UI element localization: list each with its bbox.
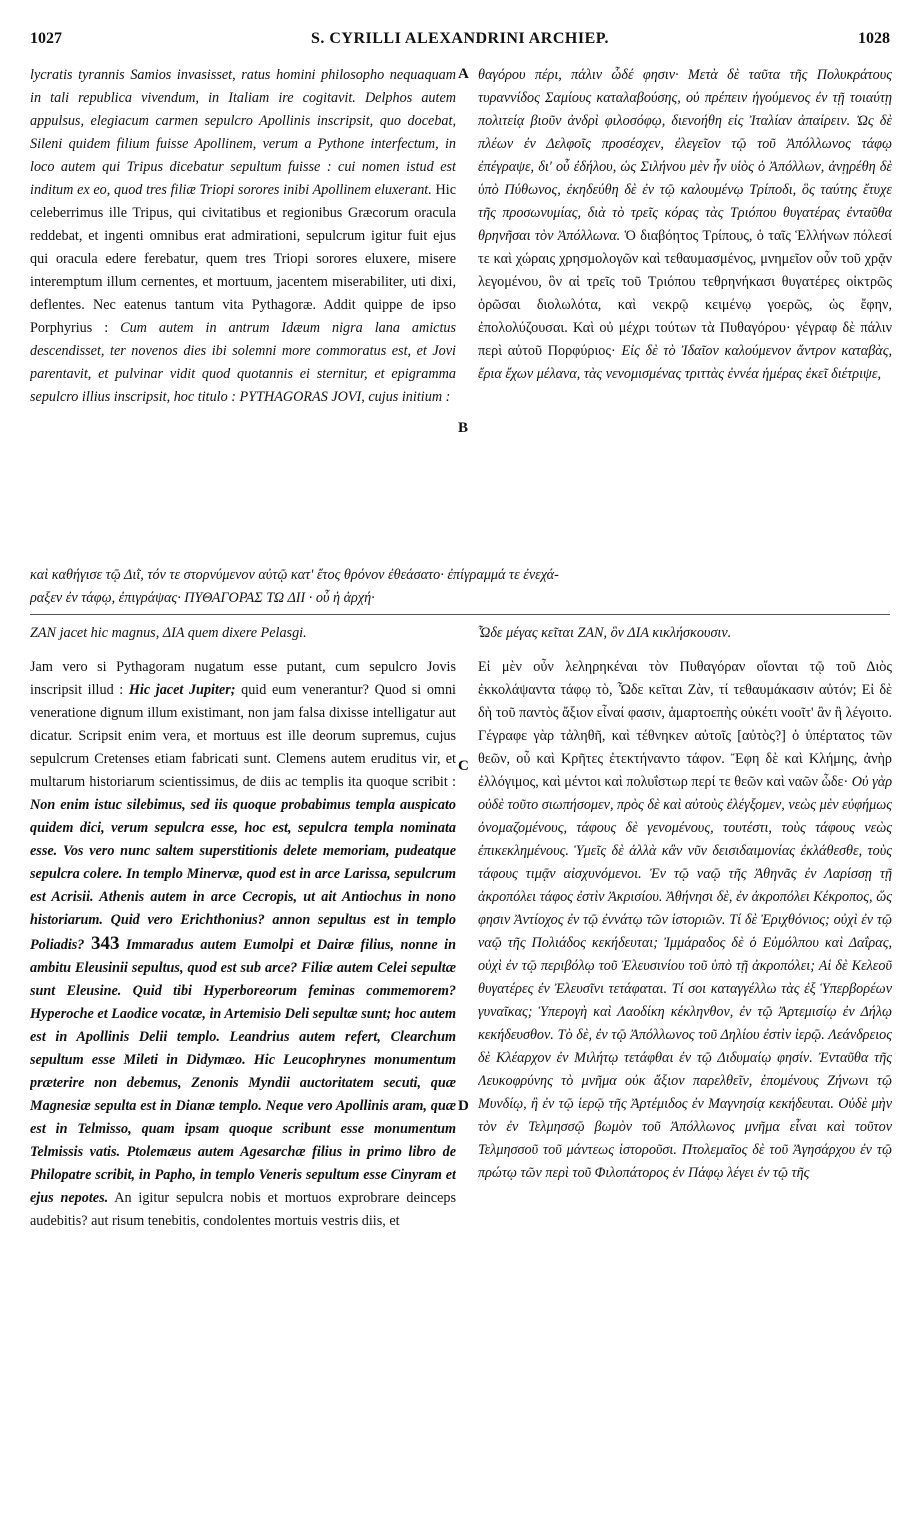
latin-column-lower [30, 656, 456, 1516]
latin-column-upper [30, 64, 456, 561]
greek-roman-passage: Ὁ διαβόητος Τρίπους, ὁ ταῖς Ἑλλήνων πόλεσί τε καὶ χώραις χρησμολογῶν καὶ τεθαυμασμένος, μνημεῖον οὖν τοῦ χρᾷν λεγομένου, ὃν αἱ τρεῖς τοῦ Τριόπου τεθρηνήκασι θυγατέρες οἰκτρῶς ὁρῶσαι διολωλότα, καὶ νεκρῷ κειμένῳ γοερῶς, ὡς ἔφην, ἐπολολύζουσαι. Καὶ οὐ μέχρι τούτων τὰ Πυθαγόρου· γέγραφ δὲ πάλιν περὶ αὐτοῦ Πορφύριος· [478, 228, 892, 359]
margin-letter-b: B [458, 420, 469, 436]
latin-lower-roman-3: An igitur sepulcra nobis et mortuos exprobrare deinceps audebitis? aut risum tenebitis, condolentes mortuis vestris diis, et [30, 1190, 456, 1229]
clement-quote: Non enim istuc silebimus, sed iis quoque probabimus templa auspicato quidem dici, verum sepulcra esse, hoc est, sepulcra templa nominata esse. Vos vero nunc saltem superstitionis delete memoriam, pudeatque sepulcra colere. In templo Minervæ, quod est in arce Larissa, sepulcrum est Acrisii. Athenis autem in arce Cecropis, ut ait Antiochus in nono historiarum. Quid vero Erichthonius? annon sepultus est in templo Poliadis? [30, 797, 456, 953]
section-divider [30, 614, 890, 615]
running-title: S. CYRILLI ALEXANDRINI ARCHIEP. [310, 30, 610, 47]
greek-lower-roman-1: Εἰ μὲν οὖν λεληρηκέναι τὸν Πυθαγόραν οἴονται τῷ τοῦ Διὸς ἐκκολάψαντα τάφῳ τὸ, Ὧδε κεῖται Ζὰν, τί τεθαυμάκασιν αὐτόν; Εἰ δὲ δὴ τοῦ παντὸς ἄξιον εἶναί φασιν, ἁμαρτοεπὴς οὐκέτι νοοῖτ' ἂν ἢ λέγοιτο. Γέγραφε γὰρ τἀληθῆ, καὶ τέθνηκεν αὐτοῖς [αὐτὸς?] ὁ ὑπέρτατος τῶν θεῶν, οὗ καὶ Κρῆτες ἐτεκτήναντο τάφον. Ἔφη δὲ καὶ Κλήμης, ἀνὴρ ἐλλόγιμος, καὶ μέντοι καὶ πολυΐστωρ περί τε θεῶν καὶ ναῶν ὧδε· [478, 659, 892, 790]
latin-italic-passage: lycratis tyrannis Samios invasisset, ratus homini philosopho nequaquam in tali republica vivendum, in Italiam ire cogitavit. Delphos autem appulsus, elegiacum carmen sepulcro Apollinis inscripsit, quo docebat, Sileni quidem filium fuisse Apollinem, verum a Pythone interfectum, in loco autem qui Tripus dicebatur sepultum fuisse : cui nomen istud est inditum ex eo, quod tres filiæ Triopi sorores inibi Apollinem eluxerant. [30, 67, 456, 198]
greek-porphyry-quote: Εἰς δὲ τὸ Ἰδαῖον καλούμενον ἄντρον καταβὰς, ἔρια ἔχων μέλανα, τὰς νενομισμένας τριττὰς ἐννέα ἡμέρας ἐκεῖ διέτριψε, [478, 343, 892, 382]
spanning-greek-line-1: καὶ καθήγισε τῷ Διῒ, τόν τε στορνύμενον αὐτῷ κατ' ἔτος θρόνον ἐθεάσατο· ἐπίγραμμά τε ἐνεχά- [30, 567, 559, 583]
left-page-number: 1027 [30, 30, 62, 47]
margin-letter-c: C [458, 758, 469, 774]
margin-letter-d: D [458, 1098, 469, 1114]
margin-letter-a: A [458, 66, 469, 82]
greek-verse: Ὧδε μέγας κεῖται ΖΑΝ, ὃν ΔΙΑ κικλήσκουσιν. [478, 625, 732, 641]
greek-clement-quote: Οὐ γὰρ οὐδὲ τοῦτο σιωπήσομεν, πρὸς δὲ καὶ αὐτοὺς ἐλέγξομεν, νεὼς μὲν εὐφήμως ὀνομαζομένους, τάφους δὲ γενομένους, τουτέστι, τοὺς τάφους νεὼς ἐπικεκλημένους. Ὑμεῖς δὲ ἀλλὰ κἂν νῦν δεισιδαιμονίας ἐκλάθεσθε, τοὺς τάφους τιμᾷν αἰσχυνόμενοι. Ἐν τῷ ναῷ τῆς Ἀθηνᾶς ἐν Λαρίσσῃ τῇ ἀκροπόλει τάφος ἐστὶν Ἀκρισίου. Ἀθήνησι δὲ, ἐν ἀκροπόλει Κέκροπος, ὥς φησιν Ἀντίοχος ἐν τῷ ἐννάτῳ τῶν ἱστοριῶν. Τί δὲ Ἐριχθόνιος; οὐχὶ ἐν τῷ ναῷ τῆς Πολιάδος κεκήδευται; Ἰμμάραδος δὲ ὁ Εὐμόλπου καὶ Δαΐρας, οὐχὶ ἐν τῷ περιβόλῳ τοῦ Ἐλευσινίου τοῦ ὑπὸ τῇ ἀκροπόλει; Αἱ δὲ Κελεοῦ θυγατέρες ἐν Ἐλευσῖνι τετάφαται. Τί σοι καταγγέλλω τὰς ἐξ Ὑπερβορέων γυναῖκας; Ὑπερογὴ καὶ Λαοδίκη κέκληνθον, ἐν τῷ Ἀρτεμισίῳ ἐν Δήλῳ κεκήδευσθον. Τὸ δὲ, ἐν τῷ Ἀπόλλωνος τοῦ Δηλίου ἐστὶν ἱερῷ. Λεάνδρειος δὲ Κλέαρχον ἐν Μιλήτῳ τετάφθαι ἐν τῷ Διδυμαίῳ φησίν. Ἐνταῦθα τῆς Λευκοφρύνης τὸ μνῆμα οὐκ ἄξιον παρελθεῖν, ἑπομένους Ζήνωνι τῷ Μυνδίῳ, ἢ ἐν τῷ ἱερῷ τῆς Ἀρτέμιδος ἐν Μαγνησίᾳ κεκήδευται. Οὐδὲ μὴν τὸν ἐν Τελμησσῷ βωμὸν τοῦ Ἀπόλλωνος μνῆμα εἶναι καὶ τοῦτον Τελμησσοῦ τοῦ μάντεως ἱστοροῦσι. Πτολεμαῖος δὲ τοῦ Ἀγησάρχου ἐν τῷ πρώτῳ τῶν περὶ τοῦ Φιλοπάτορος ἐν Πάφῳ λέγει ἐν τῷ τῆς [478, 774, 892, 1181]
latin-lower-roman-1: Jam vero si Pythagoram nugatum esse putant, cum sepulcro Jovis inscripsit illud : [30, 659, 456, 698]
greek-column-lower [478, 656, 892, 1516]
clement-quote-continued: Immaradus autem Eumolpi et Dairæ filius, nonne in ambitu Eleusinii sepultus, quod est sub arce? Filiæ autem Celei sepultæ sunt Eleusine. Quid tibi Hyperboreorum feminas commemorem? Hyperoche et Laodice vocatæ, in Artemisio Deli sepultæ sunt; hoc autem est in Apollinis Delii templo. Leandrius autem refert, Clearchum sepultum esse Mileti in Didymæo. Hic Leucophrynes monumentum præterire non debemus, Zenonis Myndii auctoritatem secuti, quæ Magnesiæ sepulta est in Dianæ templo. Neque vero Apollinis aram, quæ est in Telmisso, quam ipsam quoque scribunt esse monumentum Telmissis vatis. Ptolemæus autem Agesarchæ filius in primo libro de Philopatre scribit, in Papho, in templo Veneris sepultum esse Cinyram et ejus nepotes. [30, 937, 456, 1206]
migne-column-number: 343 [90, 933, 120, 954]
greek-italic-passage: θαγόρου πέρι, πάλιν ὧδέ φησιν· Μετὰ δὲ ταῦτα τῆς Πολυκράτους τυραννίδος Σαμίους καταλαβούσης, οὐ πρέπειν ἡγούμενος ἐν τῇ τοιαύτῃ πολιτείᾳ βιοῦν ἀνδρὶ φιλοσόφῳ, διενοήθη εἰς Ἰταλίαν ἀπαίρειν. Ὡς δὲ πλέων ἐν Δελφοῖς προσέσχεν, ἐλεγεῖον τῷ τοῦ Ἀπόλλωνος τάφῳ ἐπέγραψε, δι' οὗ ἐδήλου, ὡς Σιλήνου μὲν ἦν υἱὸς ὁ Ἀπόλλων, ἀνῃρέθη δὲ ὑπὸ Πύθωνος, ἐκηδεύθη δὲ ἐν τῷ καλουμένῳ Τρίποδι, ὃς ταύτης ἔτυχε τῆς προσωνυμίας, διὰ τὸ τρεῖς κόρας τὰς Τριόπου θυγατέρας ἐνταῦθα θρηνῆσαι τὸν Ἀπόλλωνα. [478, 67, 892, 244]
running-header [30, 30, 890, 54]
latin-lower-italic-1: Hic jacet Jupiter; [128, 682, 236, 698]
right-page-number: 1028 [858, 30, 890, 47]
latin-verse: ZAN jacet hic magnus, ΔΙΑ quem dixere Pelasgi. [30, 625, 307, 641]
spanning-greek-line-2: ραξεν ἐν τάφῳ, ἐπιγράψας· ΠΥΘΑΓΟΡΑΣ ΤΩ ΔΙΙ · οὗ ἡ ἀρχή· [30, 590, 375, 606]
latin-porphyry-quote: Cum autem in antrum Idæum nigra lana amictus descendisset, ter novenos dies ibi solemni more commoratus est, et Jovi parentavit, et pulvinar vidit quod quotannis ei sternitur, et epigramma sepulcro illius inscripsit, hoc titulo : PYTHAGORAS JOVI, cujus initium : [30, 320, 456, 405]
latin-roman-passage: Hic celeberrimus ille Tripus, qui civitatibus et regionibus Græcorum oracula reddebat, et ingenti omnibus erat admirationi, sepulcrum igitur fuit ejus qui oracula edere ferebatur, quem tres Triopi sorores eluxere, misere interemptum illum cernentes, et mortuum, jacentem miserabiliter, uti dixi, deflentes. Nec eatenus tantum vita Pythagoræ. Addit quippe de ipso Porphyrius : [30, 182, 456, 336]
greek-column-upper [478, 64, 892, 561]
latin-lower-roman-2: quid eum venerantur? Quod si omni veneratione dignum illum existimant, non jam falsa dixisse intelligatur aut dicatur. Scripsit enim vera, et mortuus est ille deorum supremus, cujus sepulcrum Cretenses etiam fabricati sunt. Clemens autem eruditus vir, et multarum historiarum scientissimus, de diis ac templis ita quoque scribit : [30, 682, 456, 790]
